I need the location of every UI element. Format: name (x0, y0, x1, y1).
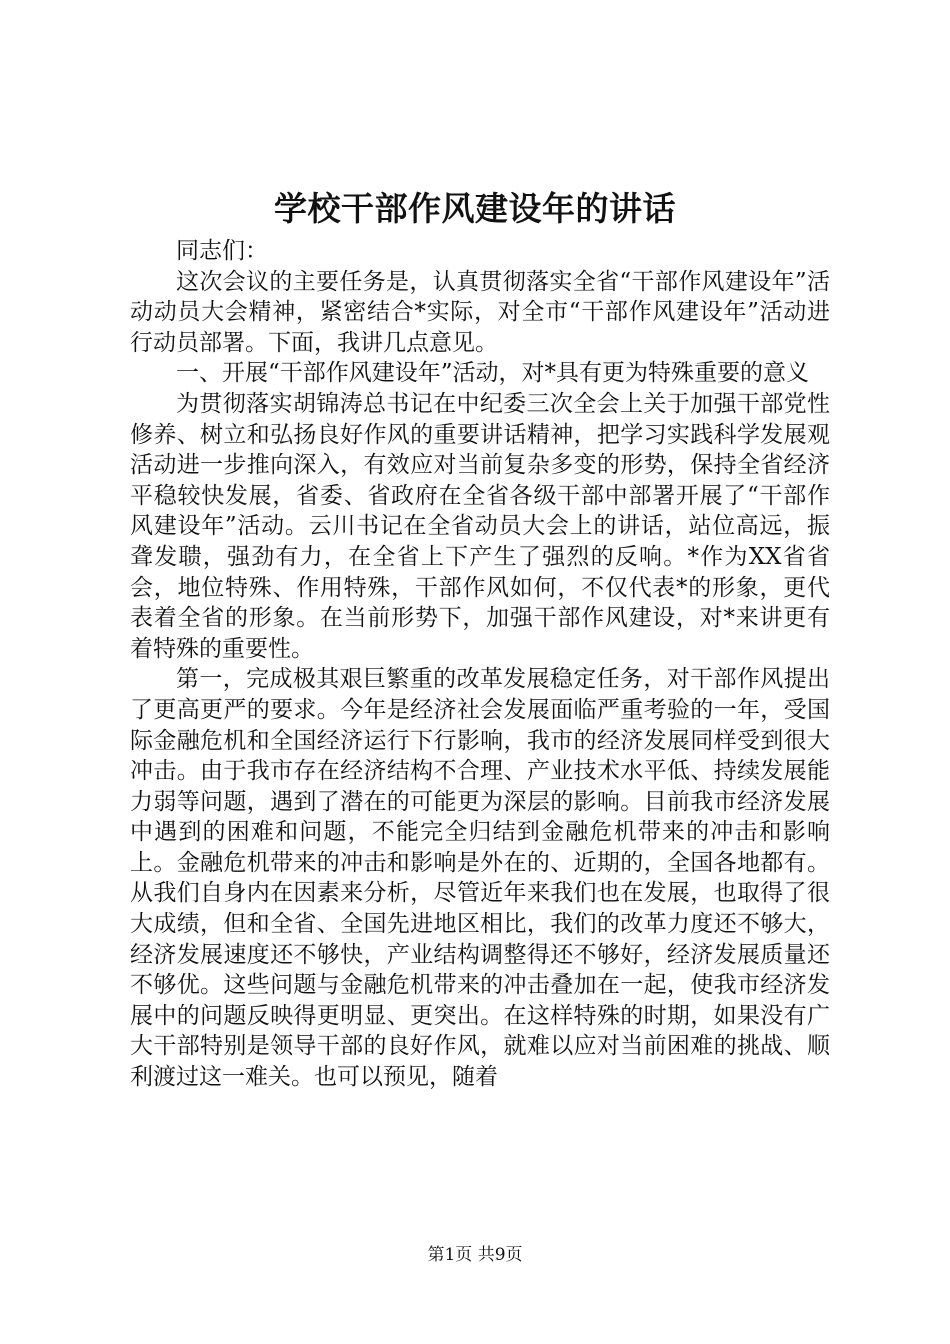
document-title: 学校干部作风建设年的讲话 (274, 189, 676, 228)
section-heading-paragraph: 一、开展“干部作风建设年”活动，对*具有更为特殊重要的意义 (176, 360, 810, 387)
page-number-footer: 第1页 共9页 (427, 1245, 523, 1265)
body-paragraph: 为贯彻落实胡锦涛总书记在中纪委三次全会上关于加强干部党性修养、树立和弘扬良好作风的重要讲话精神，把学习实践科学发展观活动进一步推向深入，有效应对当前复杂多变的形势，保持全省经济平稳较快发展，省委、省政府在全省各级干部中部署开展了“干部作风建设年”活动。云川书记在全省动员大会上的讲话，站位高远，振聋发聩，强劲有力，在全省上下产生了强烈的反响。*作为XX省省会，地位特殊、作用特殊，干部作风如何，不仅代表*的形象，更代表着全省的形象。在当前形势下，加强干部作风建设，对*来讲更有着特殊的重要性。 (130, 390, 830, 662)
body-paragraph: 第一，完成极其艰巨繁重的改革发展稳定任务，对干部作风提出了更高更严的要求。今年是经济社会发展面临严重考验的一年，受国际金融危机和全国经济运行下行影响，我市的经济发展同样受到很大冲击。由于我市存在经济结构不合理、产业技术水平低、持续发展能力弱等问题，遇到了潜在的可能更为深层的影响。目前我市经济发展中遇到的困难和问题，不能完全归结到金融危机带来的冲击和影响上。金融危机带来的冲击和影响是外在的、近期的，全国各地都有。从我们自身内在因素来分析，尽管近年来我们也在发展，也取得了很大成绩，但和全省、全国先进地区相比，我们的改革力度还不够大，经济发展速度还不够快，产业结构调整得还不够好，经济发展质量还不够优。这些问题与金融危机带来的冲击叠加在一起，使我市经济发展中的问题反映得更明显、更突出。在这样特殊的时期，如果没有广大干部特别是领导干部的良好作风，就难以应对当前困难的挑战、顺利渡过这一难关。也可以预见，随着 (130, 666, 830, 1091)
intro-paragraph: 这次会议的主要任务是，认真贯彻落实全省“干部作风建设年”活动动员大会精神，紧密结合*实际，对全市“干部作风建设年”活动进行动员部署。下面，我讲几点意见。 (130, 268, 830, 356)
salutation-paragraph: 同志们： (176, 238, 268, 264)
document-body (130, 236, 830, 1093)
